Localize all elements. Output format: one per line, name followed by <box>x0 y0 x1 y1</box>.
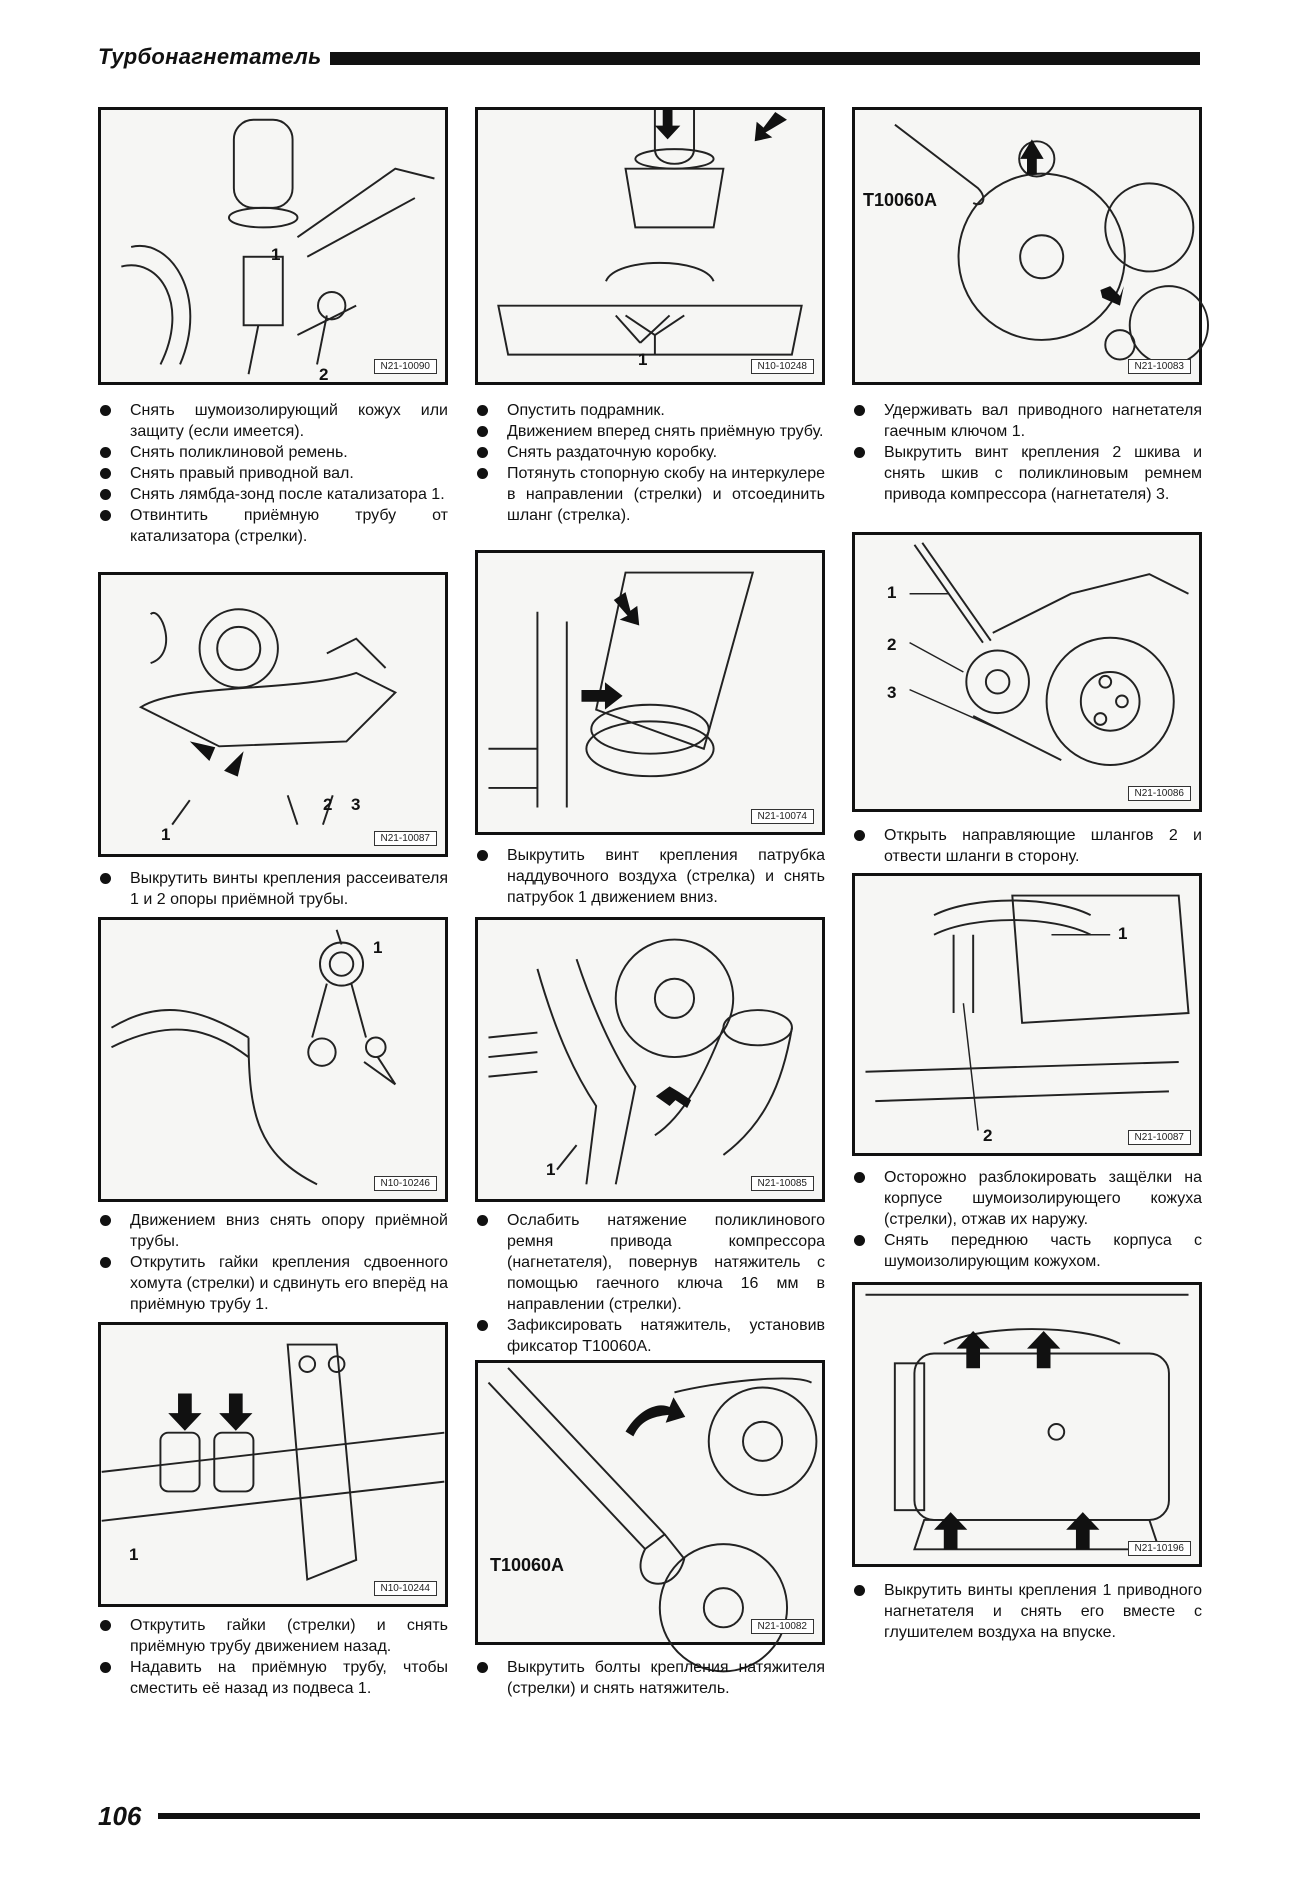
figure-6 <box>852 532 1202 812</box>
figure-5 <box>475 550 825 835</box>
figure-6-label-1: 1 <box>887 583 897 602</box>
figure-6-label-3: 3 <box>887 683 897 702</box>
figure-6-code: N21-10086 <box>1128 786 1191 801</box>
figure-4-label-1: 1 <box>161 825 171 844</box>
step-item: Снять правый приводной вал. <box>98 463 448 484</box>
figure-4-drawing <box>101 575 445 854</box>
figure-11-code: N21-10082 <box>751 1619 814 1634</box>
figure-3-drawing <box>855 110 1199 382</box>
figure-3-code: N21-10083 <box>1128 359 1191 374</box>
step-item: Снять поликлиновой ремень. <box>98 442 448 463</box>
step-item: Открутить гайки крепления сдвоенного хомута (стрелки) и сдвинуть его вперёд на приёмную трубу 1. <box>98 1252 448 1315</box>
step-item: Снять шумоизолирующий кожух или защиту (если имеется). <box>98 400 448 442</box>
figure-8-drawing <box>478 920 822 1199</box>
figure-10 <box>98 1322 448 1607</box>
figure-12-code: N21-10196 <box>1128 1541 1191 1556</box>
figure-12 <box>852 1282 1202 1567</box>
figure-2 <box>475 107 825 385</box>
steps-2 <box>475 400 825 526</box>
footer-rule <box>158 1813 1200 1819</box>
figure-5-code: N21-10074 <box>751 809 814 824</box>
steps-3 <box>852 400 1202 505</box>
figure-2-code: N10-10248 <box>751 359 814 374</box>
figure-9-label-1: 1 <box>1118 924 1128 943</box>
section-title: Турбонагнетатель <box>98 44 322 69</box>
step-item: Опустить подрамник. <box>475 400 825 421</box>
figure-1 <box>98 107 448 385</box>
figure-4-code: N21-10087 <box>374 831 437 846</box>
step-item: Надавить на приёмную трубу, чтобы сместить её назад из подвеса 1. <box>98 1657 448 1699</box>
step-item: Зафиксировать натяжитель, установив фиксатор T10060A. <box>475 1315 825 1357</box>
figure-9-label-2: 2 <box>983 1126 993 1145</box>
steps-5 <box>475 845 825 908</box>
step-item: Выкрутить винт крепления патрубка наддувочного воздуха (стрелка) и снять патрубок 1 движением вниз. <box>475 845 825 908</box>
figure-7-drawing <box>101 920 445 1199</box>
step-item: Выкрутить винт крепления 2 шкива и снять шкив с поликлиновым ремнем привода компрессора (нагнетателя) 3. <box>852 442 1202 505</box>
step-item: Осторожно разблокировать защёлки на корпусе шумоизолирующего кожуха (стрелки), отжав их наружу. <box>852 1167 1202 1230</box>
step-item: Снять переднюю часть корпуса с шумоизолирующим кожухом. <box>852 1230 1202 1272</box>
steps-4 <box>98 868 448 910</box>
steps-1 <box>98 400 448 547</box>
figure-9 <box>852 873 1202 1156</box>
step-item: Снять раздаточную коробку. <box>475 442 825 463</box>
figure-9-drawing <box>855 876 1199 1153</box>
figure-1-code: N21-10090 <box>374 359 437 374</box>
figure-10-code: N10-10244 <box>374 1581 437 1596</box>
figure-3 <box>852 107 1202 385</box>
step-item: Открутить гайки (стрелки) и снять приёмную трубу движением назад. <box>98 1615 448 1657</box>
figure-11-tool-label: T10060A <box>490 1555 565 1575</box>
figure-10-drawing <box>101 1325 445 1604</box>
steps-12 <box>852 1580 1202 1643</box>
step-item: Открыть направляющие шлангов 2 и отвести шланги в сторону. <box>852 825 1202 867</box>
figure-2-drawing <box>478 110 822 382</box>
figure-8-code: N21-10085 <box>751 1176 814 1191</box>
step-item: Выкрутить винты крепления 1 приводного нагнетателя и снять его вместе с глушителем воздуха на впуске. <box>852 1580 1202 1643</box>
figure-3-tool-label: T10060A <box>863 190 938 210</box>
figure-5-drawing <box>478 553 822 832</box>
page-number: 106 <box>98 1801 142 1831</box>
figure-12-drawing <box>855 1285 1199 1564</box>
figure-11 <box>475 1360 825 1645</box>
step-item: Выкрутить болты крепления натяжителя (стрелки) и снять натяжитель. <box>475 1657 825 1699</box>
figure-8-label-1: 1 <box>546 1160 556 1179</box>
figure-4-label-2: 2 <box>323 795 333 814</box>
steps-6 <box>852 825 1202 867</box>
step-item: Выкрутить винты крепления рассеивателя 1 и 2 опоры приёмной трубы. <box>98 868 448 910</box>
figure-1-label-1: 1 <box>271 245 281 264</box>
steps-8 <box>475 1210 825 1357</box>
steps-10 <box>98 1615 448 1699</box>
figure-1-label-2: 2 <box>319 365 329 384</box>
figure-9-code: N21-10087 <box>1128 1130 1191 1145</box>
figure-2-label-1: 1 <box>638 350 648 369</box>
steps-11 <box>475 1657 825 1699</box>
step-item: Отвинтить приёмную трубу от катализатора (стрелки). <box>98 505 448 547</box>
steps-7 <box>98 1210 448 1315</box>
figure-7-label-1: 1 <box>373 938 383 957</box>
step-item: Движением вниз снять опору приёмной трубы. <box>98 1210 448 1252</box>
figure-4-label-3: 3 <box>351 795 361 814</box>
step-item: Потянуть стопорную скобу на интеркулере в направлении (стрелки) и отсоединить шланг (стрелка). <box>475 463 825 526</box>
figure-4 <box>98 572 448 857</box>
step-item: Удерживать вал приводного нагнетателя гаечным ключом 1. <box>852 400 1202 442</box>
figure-8 <box>475 917 825 1202</box>
figure-10-label-1: 1 <box>129 1545 139 1564</box>
header-rule <box>330 52 1200 65</box>
figure-7-code: N10-10246 <box>374 1176 437 1191</box>
step-item: Ослабить натяжение поликлинового ремня привода компрессора (нагнетателя), повернув натяжитель с помощью гаечного ключа 16 мм в направлении (стрелки). <box>475 1210 825 1315</box>
figure-6-drawing <box>855 535 1199 809</box>
steps-9 <box>852 1167 1202 1272</box>
figure-6-label-2: 2 <box>887 635 897 654</box>
figure-11-drawing <box>478 1363 822 1642</box>
step-item: Движением вперед снять приёмную трубу. <box>475 421 825 442</box>
step-item: Снять лямбда-зонд после катализатора 1. <box>98 484 448 505</box>
figure-7 <box>98 917 448 1202</box>
